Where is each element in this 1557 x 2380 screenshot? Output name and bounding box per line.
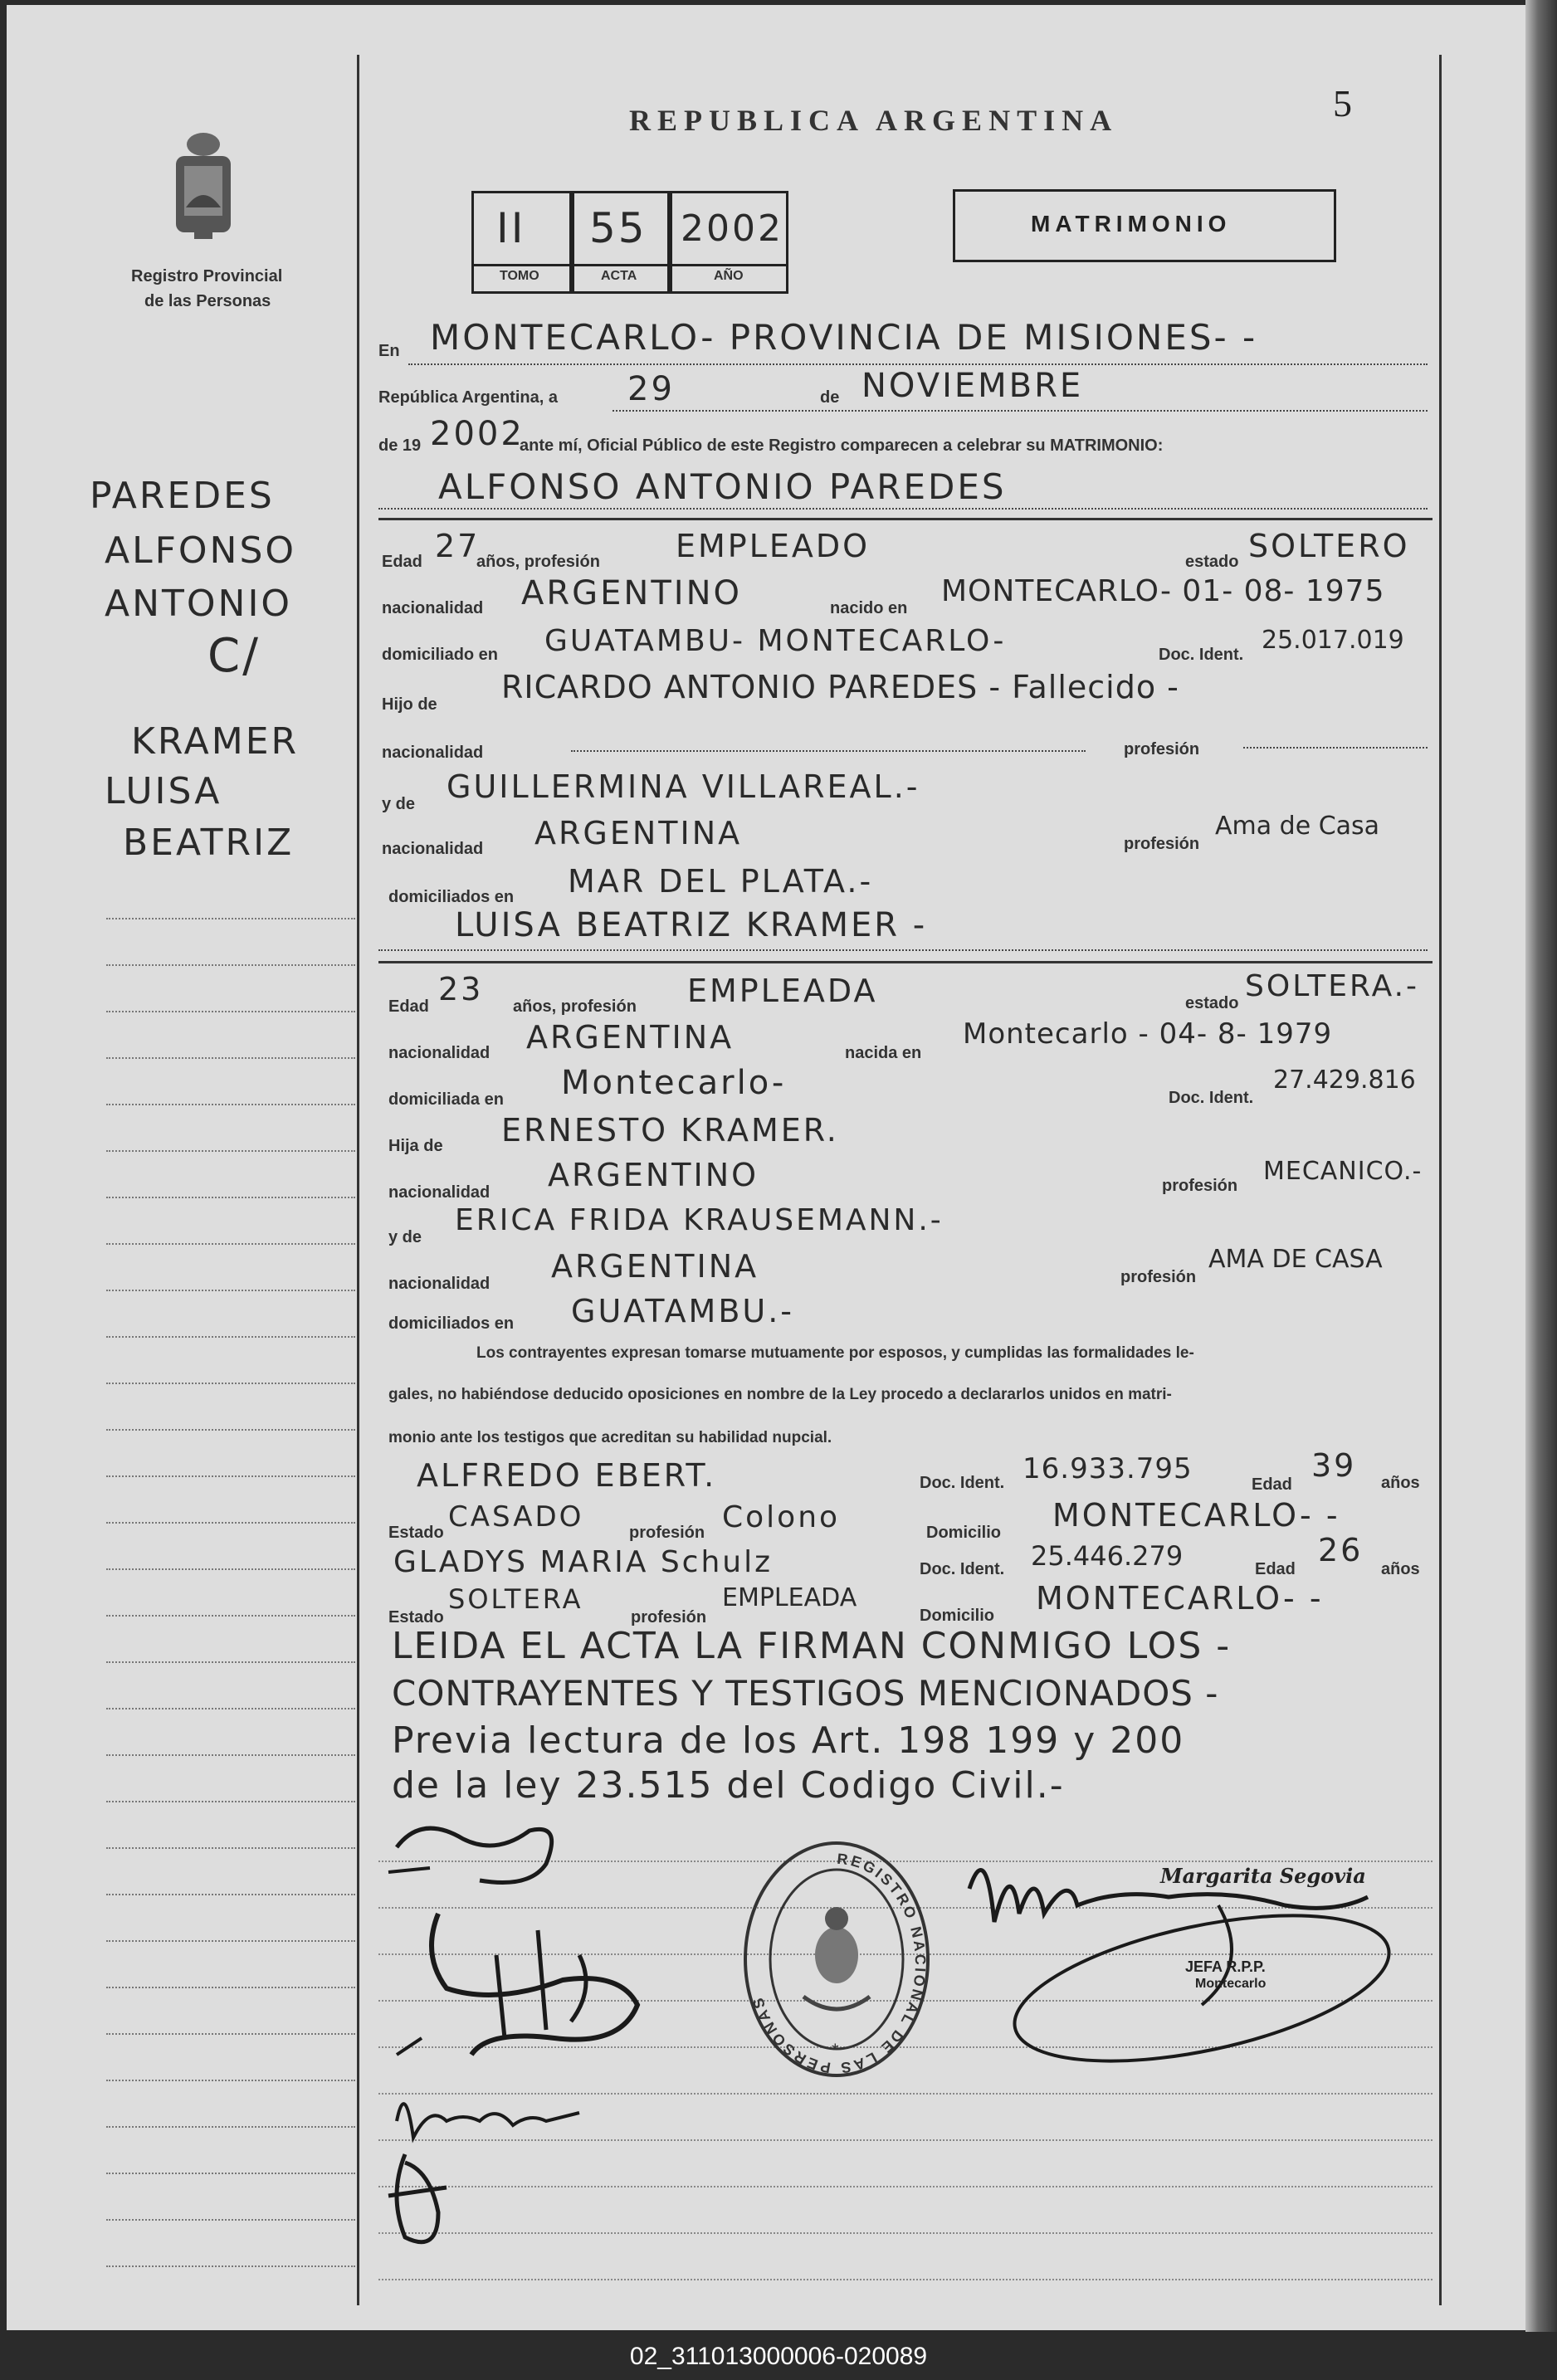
groom-section-rule: [378, 518, 1433, 520]
groom-padre-nac-line: [571, 750, 1086, 752]
groom-domicilio: GUATAMBU- MONTECARLO-: [544, 624, 1007, 658]
groom-edad: 27: [435, 528, 481, 564]
bride-madre-prof-label: profesión: [1120, 1268, 1197, 1286]
groom-madre: GUILLERMINA VILLAREAL.-: [447, 768, 920, 805]
margin-ruled-line: [106, 918, 355, 919]
witness1-edad: 39: [1311, 1447, 1357, 1484]
margin-rule: [357, 55, 359, 2305]
groom-hijo-label: Hijo de: [382, 695, 437, 714]
witness1-edad-label: Edad: [1252, 1475, 1292, 1494]
closing-line4: de la ley 23.515 del Codigo Civil.-: [392, 1764, 1065, 1807]
svg-text:*: *: [832, 2040, 839, 2061]
month-value: NOVIEMBRE: [861, 367, 1084, 405]
bride-doc: 27.429.816: [1273, 1066, 1416, 1095]
witness1-doc-label: Doc. Ident.: [920, 1474, 1005, 1492]
margin-ruled-line: [106, 1290, 355, 1291]
margin-ruled-line: [106, 1197, 355, 1198]
witness2-dom: MONTECARLO- -: [1036, 1580, 1324, 1617]
groom-nacionalidad: ARGENTINO: [521, 574, 742, 612]
signatures-left: [372, 1806, 687, 2270]
margin-note-line4: C/: [207, 629, 261, 683]
groom-edad-label: Edad: [382, 553, 422, 571]
national-registry-seal: [737, 1831, 936, 2084]
groom-nac-label: nacionalidad: [382, 599, 484, 617]
bride-nacida: Montecarlo - 04- 8- 1979: [963, 1017, 1333, 1051]
bride-nac-label: nacionalidad: [388, 1044, 491, 1062]
closing-line3: Previa lectura de los Art. 198 199 y 200: [392, 1719, 1185, 1762]
groom-padre: RICARDO ANTONIO PAREDES - Fallecido -: [501, 669, 1179, 705]
registry-name-line2: de las Personas: [144, 292, 271, 310]
groom-estado-label: estado: [1185, 553, 1239, 571]
bride-madre: ERICA FRIDA KRAUSEMANN.-: [455, 1203, 944, 1237]
bride-padres-dom-label: domiciliados en: [388, 1314, 515, 1333]
margin-ruled-line: [106, 1708, 355, 1709]
bride-nacionalidad: ARGENTINA: [526, 1019, 735, 1056]
margin-ruled-line: [106, 1801, 355, 1802]
margin-note-line2: ALFONSO: [105, 529, 297, 572]
groom-padres-dom: MAR DEL PLATA.-: [568, 863, 874, 900]
place-value: MONTECARLO- PROVINCIA DE MISIONES- -: [430, 317, 1258, 358]
margin-ruled-line: [106, 2033, 355, 2035]
margin-ruled-line: [106, 1894, 355, 1895]
groom-name: ALFONSO ANTONIO PAREDES: [438, 466, 1007, 507]
provincial-coat-of-arms: [169, 128, 237, 244]
bride-estado: SOLTERA.-: [1245, 969, 1420, 1003]
groom-padre-prof-label: profesión: [1124, 740, 1200, 758]
bride-yde-label: y de: [388, 1228, 422, 1246]
declaration-line2: gales, no habiéndose deducido oposiciones en nombre de la Ley procedo a declararlos unidos en matri-: [388, 1386, 1172, 1403]
groom-nacido: MONTECARLO- 01- 08- 1975: [941, 574, 1385, 608]
witness1-estado: CASADO: [448, 1500, 584, 1534]
witness2-prof: EMPLEADA: [722, 1583, 857, 1612]
margin-ruled-line: [106, 1615, 355, 1617]
margin-ruled-line: [106, 1150, 355, 1152]
margin-ruled-line: [106, 1522, 355, 1524]
witness2-doc-label: Doc. Ident.: [920, 1560, 1005, 1578]
svg-text:REGISTRO NACIONAL DE LAS PERSO: REGISTRO NACIONAL DE LAS PERSONAS: [749, 1850, 930, 2077]
margin-note-line6: LUISA: [105, 770, 222, 812]
witness1-dom-label: Domicilio: [926, 1524, 1002, 1542]
margin-ruled-line: [106, 2219, 355, 2221]
bride-padres-dom: GUATAMBU.-: [571, 1293, 795, 1329]
ante-text: ante mí, Oficial Público de este Registro comparecen a celebrar su MATRIMONIO:: [520, 436, 1164, 455]
witness2-name: GLADYS MARIA Schulz: [393, 1545, 774, 1579]
margin-ruled-line: [106, 2265, 355, 2267]
bride-padre-nac-label: nacionalidad: [388, 1183, 491, 1202]
record-anio: 2002: [681, 207, 783, 250]
acta-label: ACTA: [601, 269, 637, 283]
bride-edad-label: Edad: [388, 997, 429, 1016]
bride-padre-prof-label: profesión: [1162, 1177, 1238, 1195]
bride-hija-label: Hija de: [388, 1137, 443, 1155]
margin-ruled-line: [106, 1429, 355, 1431]
bride-name: LUISA BEATRIZ KRAMER -: [455, 906, 928, 944]
record-box-divider: [471, 264, 787, 266]
margin-ruled-line: [106, 1057, 355, 1059]
groom-doc-label: Doc. Ident.: [1159, 646, 1244, 664]
groom-profesion: EMPLEADO: [676, 528, 871, 564]
witness2-estado: SOLTERA: [448, 1583, 583, 1615]
bride-domicilio: Montecarlo-: [561, 1064, 787, 1102]
country-title: REPUBLICA ARGENTINA: [629, 104, 1119, 137]
bride-name-line: [378, 949, 1428, 951]
margin-ruled-line: [106, 964, 355, 966]
closing-line2: CONTRAYENTES Y TESTIGOS MENCIONADOS -: [392, 1673, 1219, 1714]
margin-ruled-line: [106, 1104, 355, 1105]
body-ruled-line: [378, 2279, 1433, 2280]
margin-ruled-line: [106, 1847, 355, 1849]
right-rule: [1439, 55, 1442, 2305]
witness2-doc: 25.446.279: [1031, 1540, 1184, 1572]
bride-estado-label: estado: [1185, 994, 1239, 1012]
anio-label: AÑO: [714, 269, 744, 283]
bride-madre-prof: AMA DE CASA: [1208, 1245, 1383, 1274]
witness1-estado-label: Estado: [388, 1524, 444, 1542]
witness1-prof-label: profesión: [629, 1524, 705, 1542]
witness1-doc: 16.933.795: [1023, 1452, 1193, 1485]
closing-line1: LEIDA EL ACTA LA FIRMAN CONMIGO LOS -: [392, 1625, 1232, 1667]
date-line: [613, 410, 1428, 412]
margin-ruled-line: [106, 1011, 355, 1012]
margin-ruled-line: [106, 1661, 355, 1663]
witness1-anos-label: años: [1381, 1474, 1420, 1492]
witness2-estado-label: Estado: [388, 1608, 444, 1626]
witness2-edad: 26: [1318, 1532, 1364, 1568]
bride-padre: ERNESTO KRAMER.: [501, 1112, 839, 1149]
margin-ruled-line: [106, 1940, 355, 1942]
margin-note-line5: KRAMER: [131, 720, 300, 763]
groom-padre-prof-line: [1243, 747, 1428, 749]
record-tomo: II: [496, 204, 526, 252]
groom-padre-nac-label: nacionalidad: [382, 744, 484, 762]
witness1-dom: MONTECARLO- -: [1052, 1497, 1340, 1534]
bride-padre-prof: MECANICO.-: [1263, 1157, 1423, 1186]
bride-profesion-label: años, profesión: [513, 997, 637, 1016]
margin-note-line7: BEATRIZ: [123, 822, 295, 864]
margin-ruled-line: [106, 1987, 355, 1988]
declaration-line3: monio ante los testigos que acreditan su habilidad nupcial.: [388, 1429, 832, 1446]
witness2-prof-label: profesión: [631, 1608, 707, 1626]
margin-ruled-line: [106, 1336, 355, 1338]
groom-madre-nac: ARGENTINA: [534, 815, 743, 851]
groom-yde-label: y de: [382, 795, 416, 813]
groom-estado: SOLTERO: [1248, 528, 1410, 564]
bride-section-rule: [378, 961, 1433, 963]
margin-note-line3: ANTONIO: [105, 583, 293, 625]
tomo-label: TOMO: [500, 269, 539, 283]
year-value: 2002: [430, 415, 525, 453]
margin-ruled-line: [106, 2080, 355, 2081]
margin-ruled-line: [106, 1243, 355, 1245]
declaration-line1: Los contrayentes expresan tomarse mutuamente por esposos, y cumplidas las formalidades le-: [476, 1344, 1194, 1362]
groom-profesion-label: años, profesión: [476, 553, 600, 571]
place-line: [408, 363, 1428, 365]
groom-doc: 25.017.019: [1262, 626, 1404, 655]
groom-nacido-label: nacido en: [830, 599, 908, 617]
bride-nacida-label: nacida en: [845, 1044, 922, 1062]
margin-ruled-line: [106, 1754, 355, 1756]
bride-padre-nac: ARGENTINO: [548, 1157, 759, 1193]
bride-madre-nac: ARGENTINA: [551, 1248, 759, 1285]
official-stamp-place: Montecarlo: [1195, 1977, 1267, 1991]
margin-ruled-line: [106, 2126, 355, 2128]
day-value: 29: [627, 370, 675, 408]
official-stamp-title: JEFA R.P.P.: [1185, 1958, 1266, 1975]
groom-madre-nac-label: nacionalidad: [382, 840, 484, 858]
official-stamp-name: Margarita Segovia: [1160, 1864, 1366, 1888]
document-page: [7, 5, 1525, 2330]
groom-madre-prof-label: profesión: [1124, 835, 1200, 853]
margin-ruled-line: [106, 2173, 355, 2174]
page-number: 5: [1333, 82, 1352, 124]
groom-name-line: [378, 508, 1428, 510]
witness2-anos-label: años: [1381, 1560, 1420, 1578]
republica-label: República Argentina, a: [378, 388, 558, 407]
bride-profesion: EMPLEADA: [687, 973, 878, 1009]
witness1-name: ALFREDO EBERT.: [417, 1457, 717, 1494]
margin-ruled-line: [106, 1475, 355, 1477]
margin-ruled-line: [106, 1568, 355, 1570]
bride-doc-label: Doc. Ident.: [1169, 1089, 1254, 1107]
witness2-edad-label: Edad: [1255, 1560, 1296, 1578]
footer-id: 02_311013000006-020089: [629, 2343, 928, 2370]
registry-name-line1: Registro Provincial: [131, 267, 283, 285]
groom-dom-label: domiciliado en: [382, 646, 499, 664]
witness1-prof: Colono: [722, 1500, 841, 1534]
groom-padres-dom-label: domiciliados en: [388, 888, 515, 906]
margin-note-line1: PAREDES: [90, 475, 275, 517]
book-edge: [1525, 0, 1557, 2332]
bride-edad: 23: [438, 971, 484, 1007]
de19-label: de 19: [378, 436, 422, 455]
bride-madre-nac-label: nacionalidad: [388, 1275, 491, 1293]
de-label: de: [820, 388, 840, 407]
margin-ruled-line: [106, 1383, 355, 1384]
doc-type-title: MATRIMONIO: [1031, 211, 1232, 237]
bride-dom-label: domiciliada en: [388, 1090, 504, 1109]
record-acta: 55: [589, 204, 647, 252]
groom-madre-prof: Ama de Casa: [1215, 812, 1380, 841]
en-label: En: [378, 342, 400, 360]
witness2-dom-label: Domicilio: [920, 1607, 995, 1625]
